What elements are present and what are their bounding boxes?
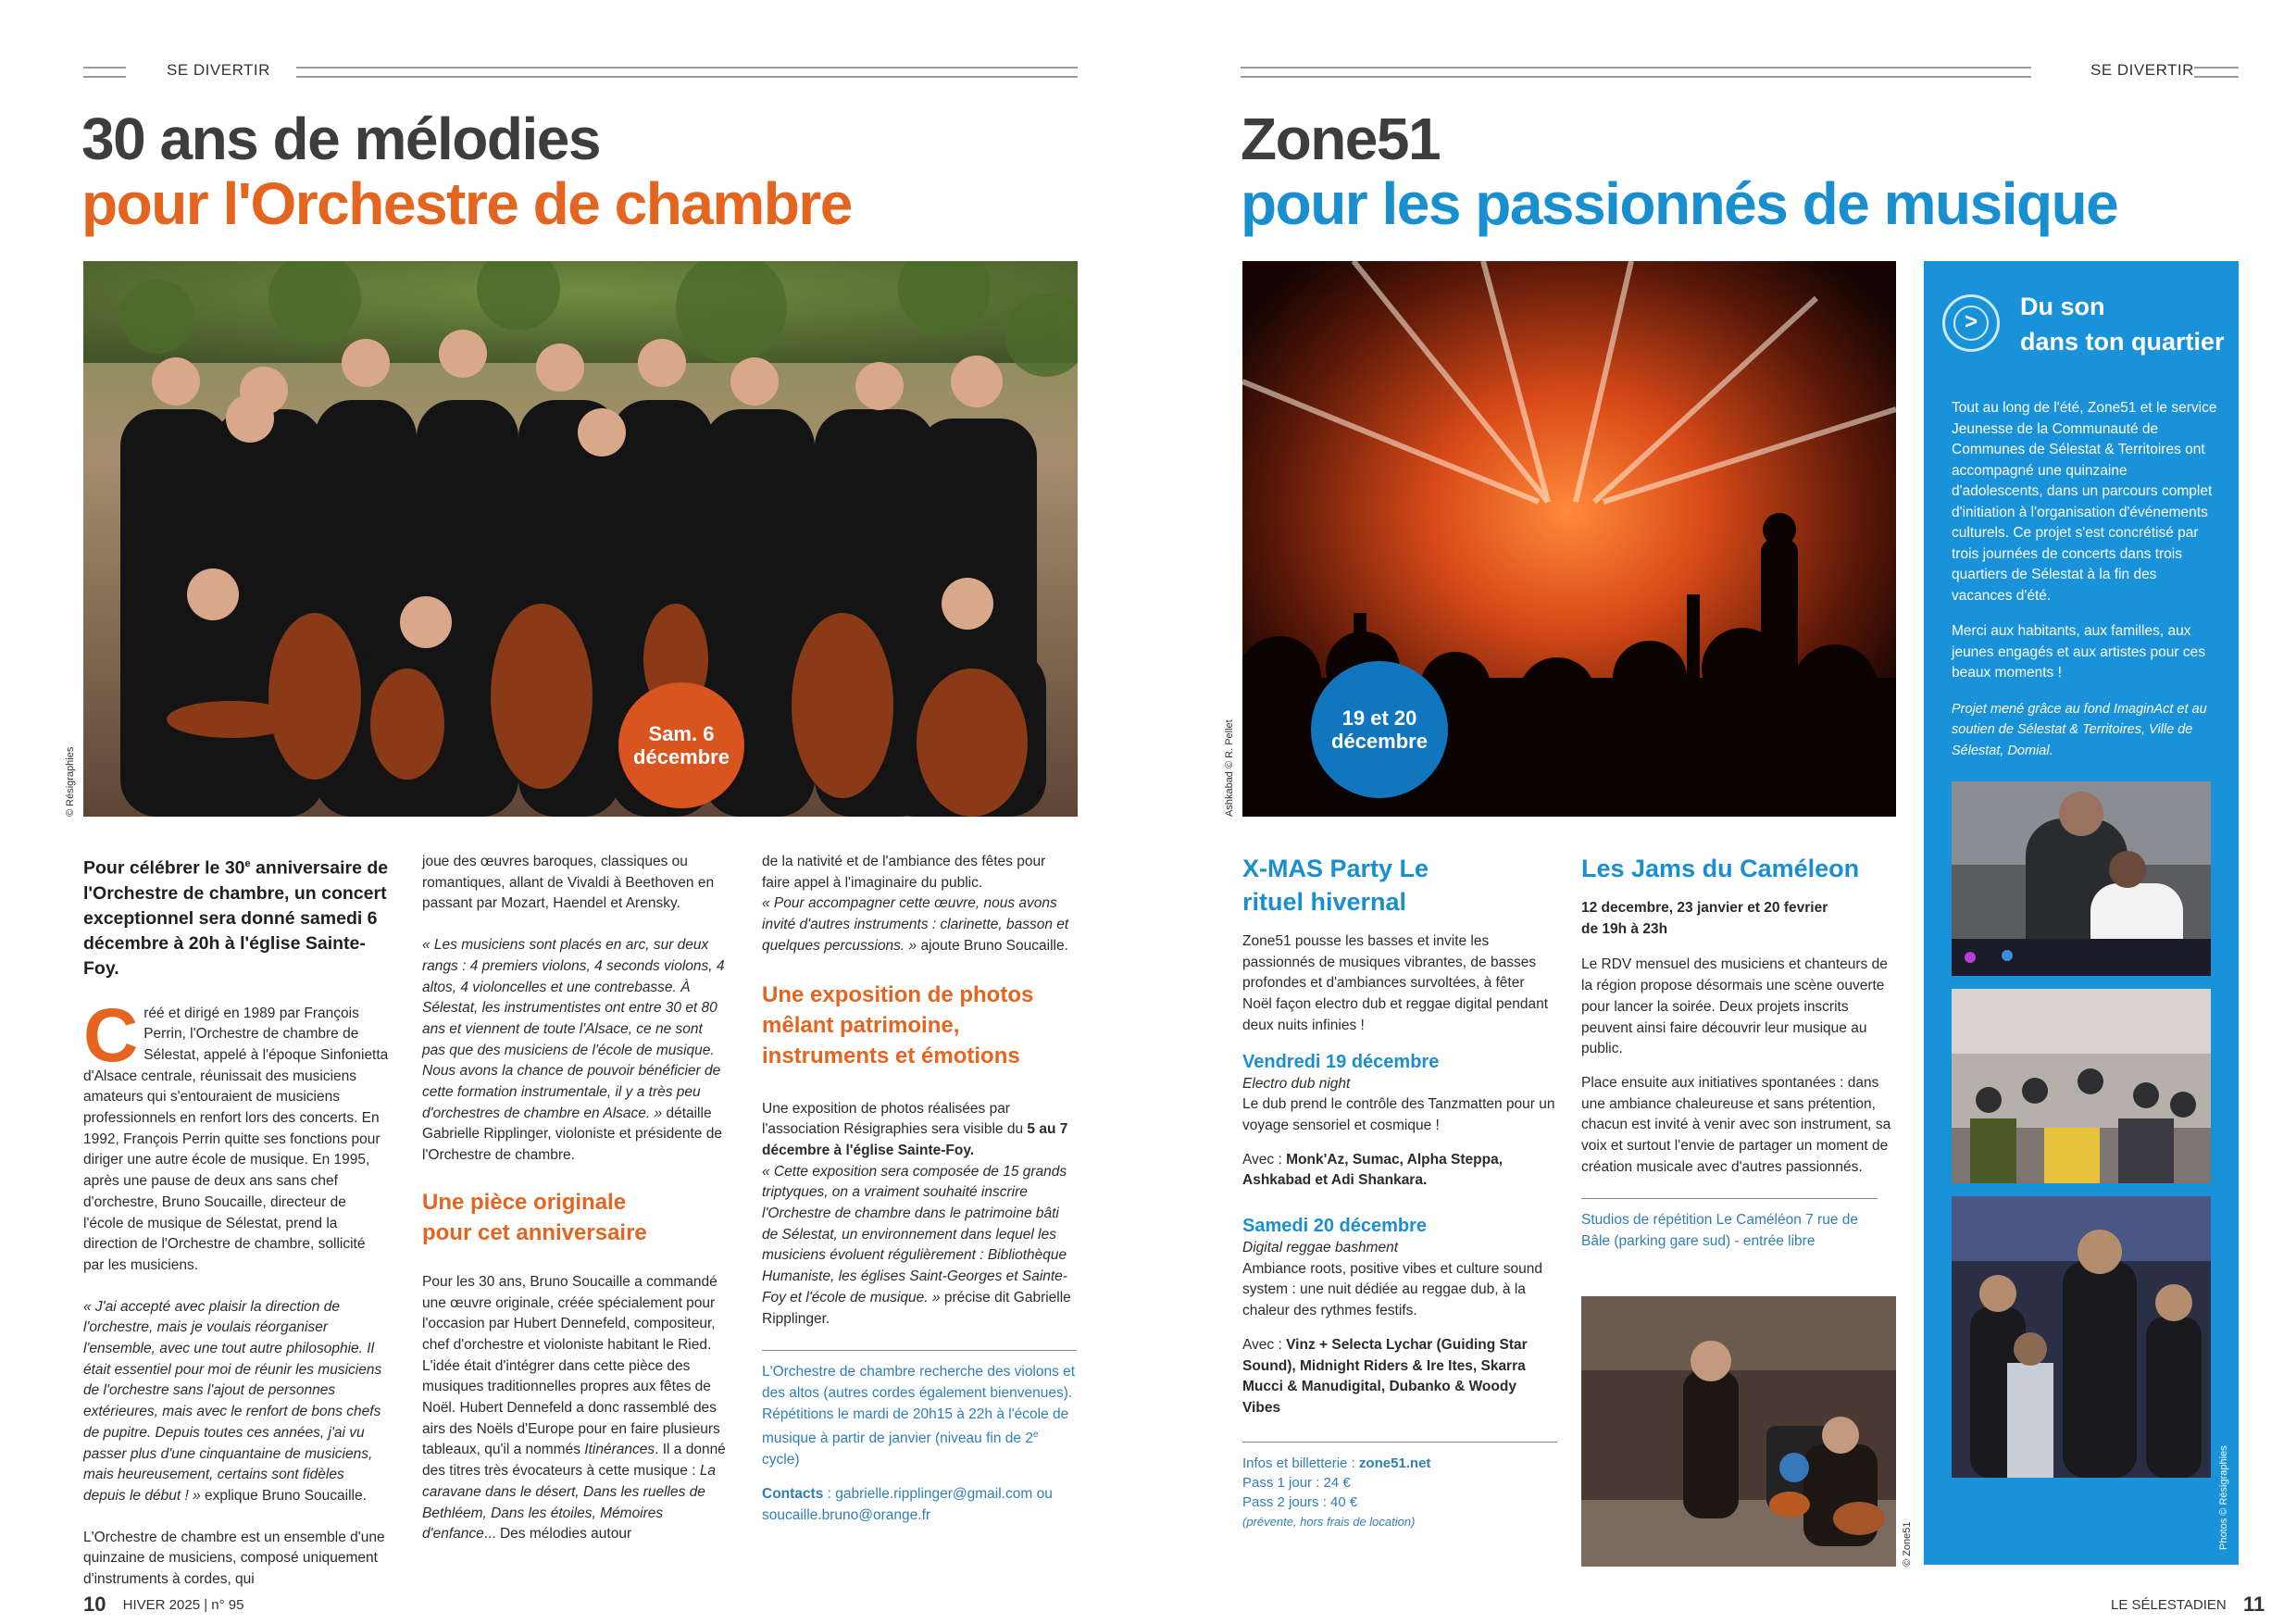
- day-1-artists: Avec : Monk'Az, Sumac, Alpha Steppa, Ashkabad et Adi Shankara.: [1242, 1151, 1504, 1189]
- pass-2-days: Pass 2 jours : 40 €: [1242, 1493, 1358, 1510]
- crowd-illustration: [1952, 989, 2211, 1183]
- photo-credit: © Résigraphies: [65, 746, 76, 817]
- day-2-genre: Digital reggae bashment: [1242, 1240, 1399, 1256]
- quote-paragraph: « J'ai accepté avec plaisir la direction de l'orchestre, mais je voulais réorganiser l'ensemble, avec une tout autre philosophie. Il était essentiel pour moi de réunir les musiciens de l'orchestre sans l'ajout de personnes extérieures, mais avec le renfort de bons chefs de pupitre. Depuis toutes ces années, j'ai vu passer plus d'une cinquantaine de musiciens, mais heureusement, certains sont fidèles depuis le début ! » explique Bruno Soucaille.: [83, 1298, 382, 1504]
- subheading: Les Jams du Caméleon: [1581, 855, 1860, 882]
- magazine-name: LE SÉLESTADIEN: [2111, 1597, 2227, 1613]
- page-footer: [2111, 1593, 2265, 1617]
- column-3: [762, 852, 1077, 1546]
- dance-illustration: [1952, 1196, 2211, 1478]
- ticket-info: Infos et billetterie : zone51.net Pass 1 jour : 24 € Pass 2 jours : 40 € (prévente, hors frais de location): [1242, 1442, 1557, 1531]
- section-label: SE DIVERTIR: [2090, 61, 2194, 79]
- concert-photo: [1242, 261, 1896, 817]
- venue-info: Studios de répétition Le Caméléon 7 rue de Bâle (parking gare sud) - entrée libre: [1581, 1198, 1878, 1252]
- subheading: Une exposition de photos mêlant patrimoine, instruments et émotions: [762, 981, 1034, 1068]
- day-2-heading: Samedi 20 décembre: [1242, 1216, 1427, 1237]
- sidebar-photo-1: [1952, 781, 2211, 976]
- xmas-party-column: [1242, 852, 1557, 1531]
- body-paragraph-2: L'Orchestre de chambre est un ensemble d'une quinzaine de musiciens, composé uniquement d'instruments à cordes, qui: [83, 1529, 385, 1588]
- badge-line-1: Sam. 6: [648, 721, 715, 745]
- jams-dates: 12 decembre, 23 janvier et 20 fevrier de 19h à 23h: [1581, 900, 1828, 937]
- pass-note: (prévente, hors frais de location): [1242, 1514, 1416, 1529]
- jam-photo-credit: © Zone51: [1902, 1521, 1913, 1567]
- ticket-link[interactable]: zone51.net: [1358, 1455, 1431, 1471]
- dj-illustration: [1952, 781, 2211, 976]
- quote-paragraph: « Pour accompagner cette œuvre, nous avons invité d'autres instruments : clarinette, basson et quelques percussions. » ajoute Bruno Soucaille.: [762, 895, 1069, 954]
- sidebar: [1924, 261, 2239, 1565]
- day-2-artists: Avec : Vinz + Selecta Lychar (Guiding Star Sound), Midnight Riders & Ire Ites, Skarra Mucci & Manudigital, Dubanko & Woody Vibes: [1242, 1336, 1528, 1416]
- page-title: Zone51: [1241, 106, 1441, 172]
- page-number: 11: [2242, 1593, 2265, 1616]
- day-1-heading: Vendredi 19 décembre: [1242, 1051, 1440, 1072]
- sidebar-title: Du son dans ton quartier: [2020, 293, 2225, 356]
- sidebar-paragraph: Tout au long de l'été, Zone51 et le service Jeunesse de la Communauté de Communes de Sélestat & Territoires ont accompagné une quinzaine d'adolescents, dans un parcours complet d'initiation à l'organisation d'événements culturels. Ce projet s'est concrétisé par trois journées de concerts dans trois quartiers de Sélestat à la fin des vacances d'été.: [1952, 400, 2217, 604]
- sidebar-photo-3: [1952, 1196, 2211, 1478]
- body-paragraph-2: Place ensuite aux initiatives spontanées : dans une ambiance chaleureuse et sans prétention, chacun est invité à venir avec son instrument, sa voix et surtout l'envie de partager un moment de création musicale avec d'autres passionnés.: [1581, 1074, 1891, 1175]
- pass-1-day: Pass 1 jour : 24 €: [1242, 1474, 1351, 1491]
- recruitment-box: L'Orchestre de chambre recherche des violons et des altos (autres cordes également bienvenues). Répétitions le mardi de 20h15 à 22h à l'école de musique à partir de janvier (niveau fin de 2e cycle) Contacts : gabrielle.ripplinger@gmail.com ou soucaille.bruno@orange.fr: [762, 1350, 1077, 1526]
- subheading: X-MAS Party Le rituel hivernal: [1242, 855, 1429, 916]
- dropcap: C: [83, 993, 139, 1078]
- jam-photo: [1581, 1296, 1896, 1567]
- page-number: 10: [83, 1593, 106, 1616]
- orchestra-photo: [83, 261, 1078, 817]
- sidebar-photo-credit: Photos © Résigraphies: [2218, 1445, 2229, 1550]
- badge-line-1: 19 et 20: [1341, 706, 1417, 730]
- jam-illustration: [1581, 1296, 1896, 1567]
- sidebar-credit-note: Projet mené grâce au fond ImaginAct et au soutien de Sélestat & Territoires, Ville de Sélestat, Domial.: [1952, 701, 2207, 758]
- lead-paragraph: Pour célébrer le 30e anniversaire de l'Orchestre de chambre, un concert exceptionnel sera donné samedi 6 décembre à 20h à l'église Sainte-Foy.: [83, 857, 389, 979]
- section-label: SE DIVERTIR: [167, 61, 270, 79]
- page-footer: [83, 1593, 243, 1617]
- intro-paragraph: Zone51 pousse les basses et invite les passionnés de musiques vibrantes, de basses profondes et d'ambiances survoltées, à fêter Noël façon electro dub et reggae digital pendant deux nuits infinies !: [1242, 933, 1549, 1033]
- body-paragraph: Le RDV mensuel des musiciens et chanteurs de la région propose désormais une scène ouverte pour lancer la soirée. Deux projets inscrits peuvent ainsi faire découvrir leur musique au public.: [1581, 956, 1888, 1057]
- body-paragraph: de la nativité et de l'ambiance des fêtes pour faire appel à l'imaginaire du public.: [762, 854, 1046, 891]
- sidebar-photo-2: [1952, 989, 2211, 1183]
- badge-line-2: décembre: [633, 745, 730, 768]
- page-subtitle: pour l'Orchestre de chambre: [81, 170, 852, 237]
- column-2: [422, 852, 728, 1566]
- column-1: [83, 852, 389, 1611]
- chevron-right-circle-icon: >: [1942, 294, 2000, 352]
- date-badge: [1311, 661, 1448, 798]
- date-badge: [618, 682, 744, 808]
- body-paragraph: joue des œuvres baroques, classiques ou romantiques, allant de Vivaldi à Beethoven en passant par Mozart, Haendel et Arensky.: [422, 854, 715, 912]
- page-subtitle: pour les passionnés de musique: [1241, 170, 2118, 237]
- quote-paragraph: « Les musiciens sont placés en arc, sur deux rangs : 4 premiers violons, 4 seconds violons, 4 altos, 4 violoncelles et une contrebasse. À Sélestat, les instrumentistes ont entre 30 et 80 ans et viennent de toute l'Alsace, ce ne sont pas que des musiciens de l'école de musique. Nous avons la chance de pouvoir bénéficier de cette formation instrumentale, il y a très peu d'orchestres de chambre en Alsace. » détaille Gabrielle Ripplinger, violoniste et présidente de l'Orchestre de chambre.: [422, 937, 725, 1164]
- sidebar-body: [1952, 398, 2220, 776]
- subheading: Une pièce originale pour cet anniversaire: [422, 1189, 647, 1245]
- orchestra-illustration: [83, 261, 1078, 817]
- body-paragraph-2: Une exposition de photos réalisées par l'association Résigraphies sera visible du 5 au 7 décembre à l'église Sainte-Foy.: [762, 1100, 1068, 1158]
- page-title: 30 ans de mélodies: [81, 106, 600, 172]
- body-paragraph: Créé et dirigé en 1989 par François Perrin, l'Orchestre de chambre de Sélestat, appelé à l'époque Sinfonietta d'Alsace centrale, réunissait des musiciens amateurs qui s'entouraient de musiciens professionnels en renfort lors des concerts. En 1992, François Perrin quitte ses fonctions pour diriger une autre école de musique. En 1995, après une pause de deux ans sans chef d'orchestre, Bruno Soucaille, directeur de l'école de musique de Sélestat, prend la direction de l'Orchestre de chambre, sollicité par les musiciens.: [83, 993, 389, 1273]
- issue-label: HIVER 2025 | n° 95: [122, 1597, 244, 1613]
- quote-paragraph-2: « Cette exposition sera composée de 15 grands triptyques, on a vraiment souhaité inscrire l'Orchestre de chambre dans le patrimoine bâti de Sélestat, un environnement dans lequel les musiciens évoluent régulièrement : Bibliothèque Humaniste, les églises Saint-Georges et Sainte-Foy et l'école de musique. » précise dit Gabrielle Ripplinger.: [762, 1163, 1071, 1327]
- day-2-text: Ambiance roots, positive vibes et culture sound system : une nuit dédiée au reggae dub, à la chaleur des rythmes festifs.: [1242, 1260, 1542, 1319]
- badge-line-2: décembre: [1331, 730, 1428, 753]
- right-page: [1148, 0, 2296, 1624]
- jams-column: [1581, 852, 1896, 1253]
- body-paragraph-2: Pour les 30 ans, Bruno Soucaille a commandé une œuvre originale, créée spécialement pour l'occasion par Hubert Dennefeld, compositeur, chef d'orchestre et violoniste habitant le Ried. L'idée était d'intégrer dans cette pièce des musiques traditionnelles propres aux fêtes de Noël. Hubert Dennefeld a donc rassemblé des airs des Noëls d'Europe pour en faire plusieurs tableaux, qu'il a nommés Itinérances. Il a donné des titres très évocateurs à cette musique : La caravane dans le désert, Dans les ruelles de Bethléem, Dans les étoiles, Mémoires d'enfance... Des mélodies autour: [422, 1273, 726, 1543]
- day-1-genre: Electro dub night: [1242, 1075, 1351, 1092]
- photo-credit: Ashkabad © R. Pellet: [1224, 719, 1235, 817]
- day-1-text: Le dub prend le contrôle des Tanzmatten pour un voyage sensoriel et cosmique !: [1242, 1096, 1555, 1133]
- sidebar-thanks: Merci aux habitants, aux familles, aux jeunes engagés et aux artistes pour ces beaux moments !: [1952, 623, 2206, 681]
